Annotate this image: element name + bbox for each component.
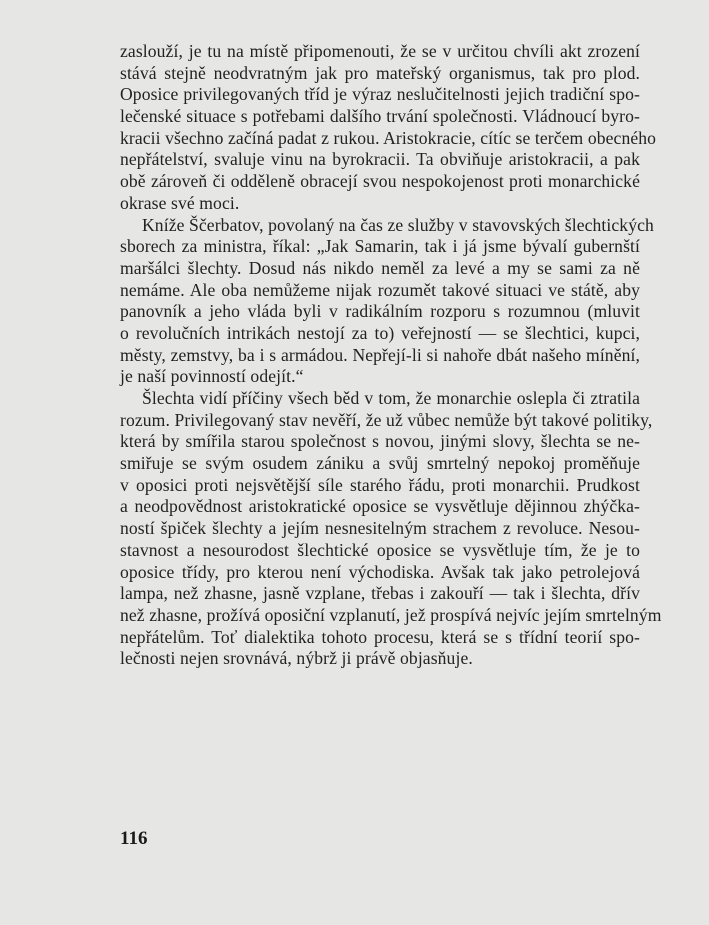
text-line: oposice třídy, pro kterou není východiska. Avšak tak jako petrolejová	[120, 561, 640, 582]
text-line: sborech za ministra, říkal: „Jak Samarin, tak i já jsme bývalí gubernští	[120, 236, 640, 257]
text-line: nepřátelům. Toť dialektika tohoto procesu, která se s třídní teorií spo-	[120, 626, 640, 647]
text-line: smiřuje se svým osudem zániku a svůj smrtelný nepokoj proměňuje	[120, 453, 640, 474]
text-line: zaslouží, je tu na místě připomenouti, že se v určitou chvíli akt zrození	[120, 41, 640, 61]
text-line: nepřátelství, svaluje vinu na byrokracii. Ta obviňuje aristokracii, a pak	[120, 149, 640, 170]
text-line: stává stejně neodvratným jak pro mateřský organismus, tak pro plod.	[120, 62, 640, 83]
text-line: než zhasne, prožívá oposiční vzplanutí, jež prospívá nejvíc jejím smrtelným	[120, 604, 662, 625]
text-line: je naší povinností odejít.“	[120, 366, 304, 387]
text-line: stavnost a nesourodost šlechtické oposice se vysvětluje tím, že je to	[120, 539, 640, 560]
text-line: kracii všechno začíná padat z rukou. Aristokracie, cítíc se terčem obecného	[120, 127, 657, 148]
page-number: 116	[120, 828, 148, 849]
paragraph	[120, 41, 657, 215]
text-line: lampa, než zhasne, jasně vzplane, třebas i zakouří — tak i šlechta, dřív	[120, 583, 640, 604]
text-line: maršálci šlechty. Dosud nás nikdo neměl za levé a my se sami za ně	[120, 257, 640, 278]
text-line: Oposice privilegovaných tříd je výraz neslučitelnosti jejich tradiční spo-	[120, 84, 640, 105]
text-line: Šlechta vidí příčiny všech běd v tom, že monarchie oslepla či ztratila	[142, 388, 640, 408]
text-line: nemáme. Ale oba nemůžeme nijak rozumět takové situaci ve státě, aby	[120, 279, 640, 300]
text-line: obě zároveň či odděleně obracejí svou nespokojenost proti monarchické	[120, 171, 640, 192]
text-line: ností špiček šlechty a jejím nesnesitelným strachem z revoluce. Nesou-	[120, 518, 640, 539]
text-line: rozum. Privilegovaný stav nevěří, že už vůbec nemůže být takové politiky,	[120, 409, 653, 430]
paragraph	[120, 214, 654, 389]
text-line: a neodpovědnost aristokratické oposice se vysvětluje dějinnou zhýčka-	[120, 496, 640, 517]
text-line: která by smířila starou společnost s novou, jinými slovy, šlechta se ne-	[120, 431, 640, 452]
body-text	[120, 41, 662, 670]
text-line: o revolučních intrikách nestojí za to) veřejností — se šlechtici, kupci,	[120, 322, 640, 343]
text-line: panovník a jeho vláda byli v radikálním rozporu s rozumnou (mluvit	[120, 301, 640, 322]
text-line: lečnosti nejen srovnává, nýbrž ji právě objasňuje.	[120, 648, 473, 669]
text-line: Kníže Ščerbatov, povolaný na čas ze služby v stavovských šlechtických	[142, 214, 654, 235]
text-line: okrase své moci.	[120, 192, 240, 213]
paragraph	[120, 388, 662, 670]
text-line: městy, zemstvy, ba i s armádou. Nepřejí-li si nahoře dbát našeho mínění,	[120, 344, 640, 365]
text-line: lečenské situace s potřebami dalšího trvání společnosti. Vládnoucí byro-	[120, 106, 640, 127]
text-line: v oposici proti nejsvětější síle starého řádu, proti monarchii. Prudkost	[120, 474, 640, 495]
